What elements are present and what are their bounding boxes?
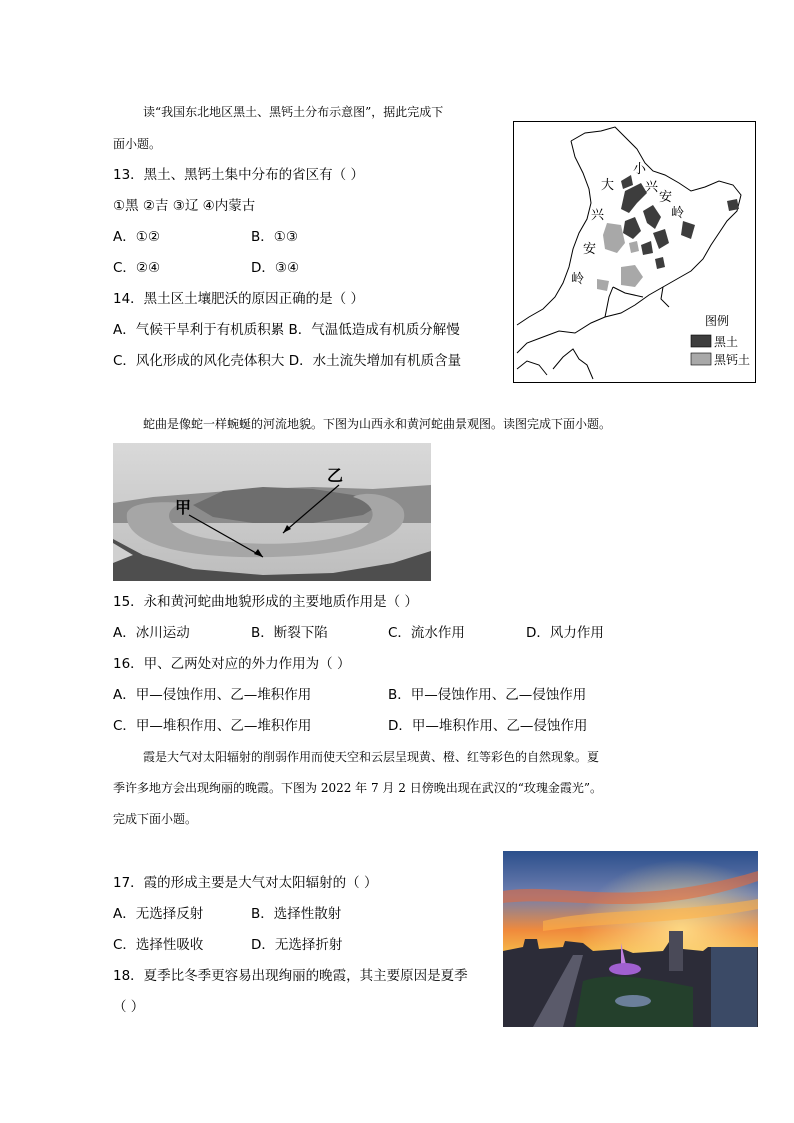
question-16-option-a: A．甲—侵蚀作用、乙—堆积作用 [113,687,312,703]
question-15-option-b: B．断裂下陷 [251,625,328,641]
map-label-xing1: 兴 [645,180,659,195]
section3-intro-line2: 季许多地方会出现绚丽的晚霞。下图为 2022 年 7 月 2 日傍晚出现在武汉的“玫瑰金霞光”。 [113,781,602,795]
question-15: 15．永和黄河蛇曲地貌形成的主要地质作用是（ ） [113,594,418,610]
question-13: 13．黑土、黑钙土集中分布的省区有（ ） [113,167,364,183]
question-17-option-b: B．选择性散射 [251,906,342,922]
map-label-ling1: 岭 [671,206,685,221]
section2-intro: 蛇曲是像蛇一样蜿蜒的河流地貌。下图为山西永和黄河蛇曲景观图。读图完成下面小题。 [143,417,612,431]
map-label-da: 大 [601,178,615,193]
legend-heigaitu-swatch [691,353,711,365]
question-16-option-d: D．甲—堆积作用、乙—侵蚀作用 [388,718,588,734]
meander-photo [113,443,431,581]
legend-heigaitu-label: 黑钙土 [714,353,751,367]
question-17-option-d: D．无选择折射 [251,937,343,953]
question-14-options-ab: A．气候干旱利于有机质积累 B．气温低造成有机质分解慢 [113,322,460,338]
photo-label-yi: 乙 [327,466,344,485]
question-18-line1: 18．夏季比冬季更容易出现绚丽的晚霞，其主要原因是夏季 [113,968,468,984]
legend-heitu-label: 黑土 [714,335,739,349]
section3-intro-line3: 完成下面小题。 [113,812,198,826]
photo-label-jia: 甲 [175,498,192,517]
question-16: 16．甲、乙两处对应的外力作用为（ ） [113,656,351,672]
legend-title: 图例 [705,314,730,328]
map-label-an1: 安 [659,190,673,205]
question-17-option-a: A．无选择反射 [113,906,204,922]
question-17: 17．霞的形成主要是大气对太阳辐射的（ ） [113,875,378,891]
question-15-option-a: A．冰川运动 [113,625,190,641]
question-15-option-d: D．风力作用 [526,625,604,641]
sunset-photo [503,851,758,1027]
question-13-option-b: B．①③ [251,229,298,245]
map-label-ling2: 岭 [571,272,585,287]
section3-intro-line1: 霞是大气对太阳辐射的削弱作用而使天空和云层呈现黄、橙、红等彩色的自然现象。夏 [143,750,600,764]
question-13-option-a: A．①② [113,229,160,245]
question-14: 14．黑土区土壤肥沃的原因正确的是（ ） [113,291,364,307]
question-16-option-b: B．甲—侵蚀作用、乙—侵蚀作用 [388,687,587,703]
section1-intro-line1: 读“我国东北地区黑土、黑钙土分布示意图”，据此完成下 [143,105,444,119]
question-13-items: ①黑 ②吉 ③辽 ④内蒙古 [113,198,256,214]
map-label-xiao: 小 [633,162,647,177]
question-18-line2: （ ） [113,999,145,1015]
question-14-options-cd: C．风化形成的风化壳体积大 D．水土流失增加有机质含量 [113,353,462,369]
question-15-option-c: C．流水作用 [388,625,465,641]
map-label-an2: 安 [583,242,597,257]
legend-heitu-swatch [691,335,711,347]
question-13-option-c: C．②④ [113,260,161,276]
question-16-option-c: C．甲—堆积作用、乙—堆积作用 [113,718,312,734]
section1-intro-line2: 面小题。 [113,137,162,151]
soil-distribution-map [513,121,756,383]
question-13-option-d: D．③④ [251,260,300,276]
question-17-option-c: C．选择性吸收 [113,937,204,953]
map-label-xing2: 兴 [591,208,605,223]
